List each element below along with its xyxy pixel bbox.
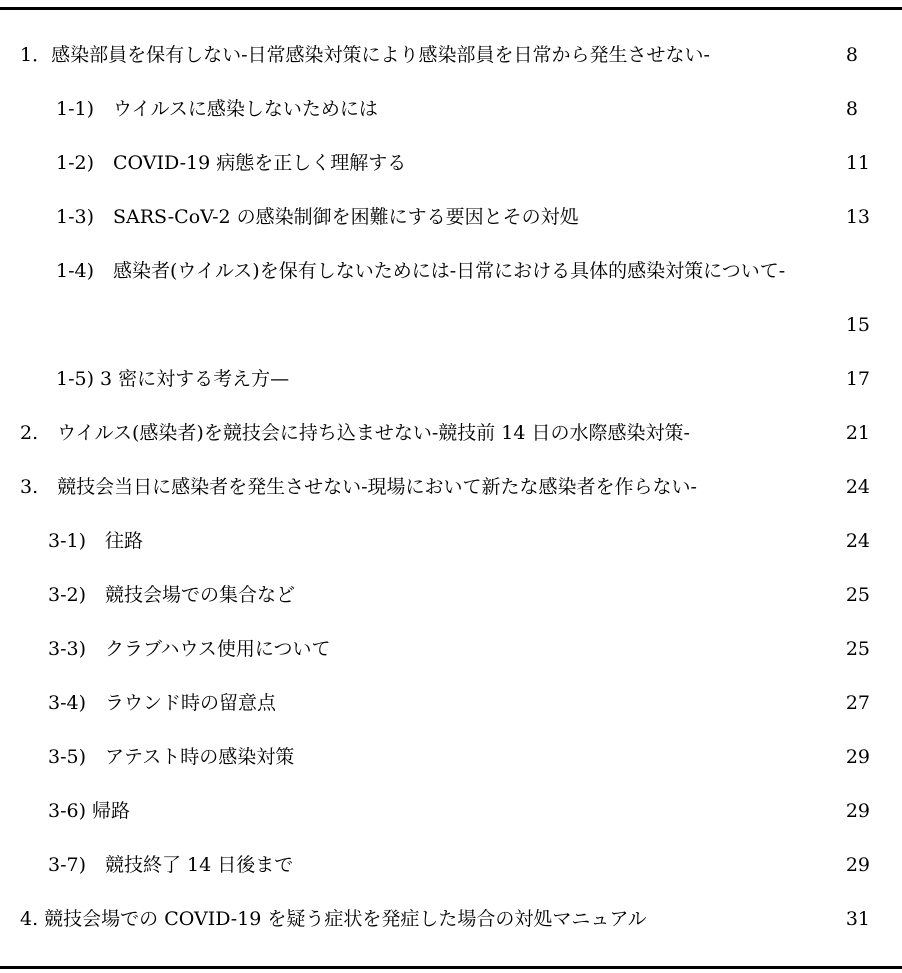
toc-entry-title: 1-4) 感染者(ウイルス)を保有しないためには-日常における具体的感染対策について- bbox=[56, 260, 786, 282]
toc-entry-1[interactable] bbox=[0, 40, 902, 70]
toc-entry-title: 1-5) 3 密に対する考え方— bbox=[56, 368, 290, 390]
toc-entry-3-6[interactable] bbox=[0, 796, 902, 826]
toc-entry-page: 29 bbox=[845, 854, 870, 876]
toc-entry-1-2[interactable] bbox=[0, 148, 902, 178]
toc-entry-title: 3-4) ラウンド時の留意点 bbox=[48, 692, 277, 714]
toc-entry-page: 29 bbox=[845, 746, 870, 768]
toc-entry-page: 25 bbox=[845, 638, 870, 660]
toc-entry-title: 3-6) 帰路 bbox=[48, 800, 131, 822]
toc-entry-title: 3-5) アテスト時の感染対策 bbox=[48, 746, 295, 768]
toc-entry-page: 29 bbox=[845, 800, 870, 822]
toc-entry-page: 27 bbox=[845, 692, 870, 714]
bottom-rule bbox=[0, 966, 902, 969]
toc-entry-1-4[interactable] bbox=[0, 256, 902, 286]
toc-entry-title: 1-2) COVID-19 病態を正しく理解する bbox=[56, 152, 407, 174]
toc-entry-page: 24 bbox=[845, 476, 870, 498]
toc-entry-title: 3-1) 往路 bbox=[48, 530, 144, 552]
toc-entry-page: 13 bbox=[845, 206, 870, 228]
toc-entry-title: 1-3) SARS-CoV-2 の感染制御を困難にする要因とその対処 bbox=[56, 206, 579, 228]
toc-entry-1-5[interactable] bbox=[0, 364, 902, 394]
toc-entry-page: 11 bbox=[845, 152, 870, 174]
toc-entry-title: 4. 競技会場での COVID-19 を疑う症状を発症した場合の対処マニュアル bbox=[20, 908, 647, 930]
toc-entry-1-4-page-line[interactable] bbox=[0, 310, 902, 340]
toc-entry-page: 21 bbox=[845, 422, 870, 444]
top-rule bbox=[0, 7, 902, 10]
toc-entry-3-4[interactable] bbox=[0, 688, 902, 718]
toc-entry-page: 24 bbox=[845, 530, 870, 552]
toc-entry-3-7[interactable] bbox=[0, 850, 902, 880]
toc-entry-title: 3. 競技会当日に感染者を発生させない-現場において新たな感染者を作らない- bbox=[20, 476, 697, 498]
toc-entry-2[interactable] bbox=[0, 418, 902, 448]
toc-entry-title: 1-1) ウイルスに感染しないためには bbox=[56, 98, 378, 120]
toc-entry-4[interactable] bbox=[0, 904, 902, 934]
toc-entry-page: 17 bbox=[845, 368, 870, 390]
toc-entry-page: 31 bbox=[845, 908, 870, 930]
toc-entry-1-3[interactable] bbox=[0, 202, 902, 232]
toc-entry-3-1[interactable] bbox=[0, 526, 902, 556]
toc-entry-title: 2. ウイルス(感染者)を競技会に持ち込ませない-競技前 14 日の水際感染対策- bbox=[20, 422, 690, 444]
toc-entry-title: 1．感染部員を保有しない-日常感染対策により感染部員を日常から発生させない- bbox=[20, 44, 710, 66]
toc-entry-3-5[interactable] bbox=[0, 742, 902, 772]
toc-entry-title: 3-3) クラブハウス使用について bbox=[48, 638, 331, 660]
toc-entry-title: 3-2) 競技会場での集合など bbox=[48, 584, 296, 606]
toc-entry-3[interactable] bbox=[0, 472, 902, 502]
toc-entry-title: 3-7) 競技終了 14 日後まで bbox=[48, 854, 294, 876]
toc-entry-page: 8 bbox=[845, 44, 858, 66]
toc-entry-3-3[interactable] bbox=[0, 634, 902, 664]
toc-entry-1-1[interactable] bbox=[0, 94, 902, 124]
toc-entry-page: 25 bbox=[845, 584, 870, 606]
toc-entry-page: 15 bbox=[845, 314, 870, 336]
toc-entry-3-2[interactable] bbox=[0, 580, 902, 610]
toc-entry-page: 8 bbox=[845, 98, 858, 120]
